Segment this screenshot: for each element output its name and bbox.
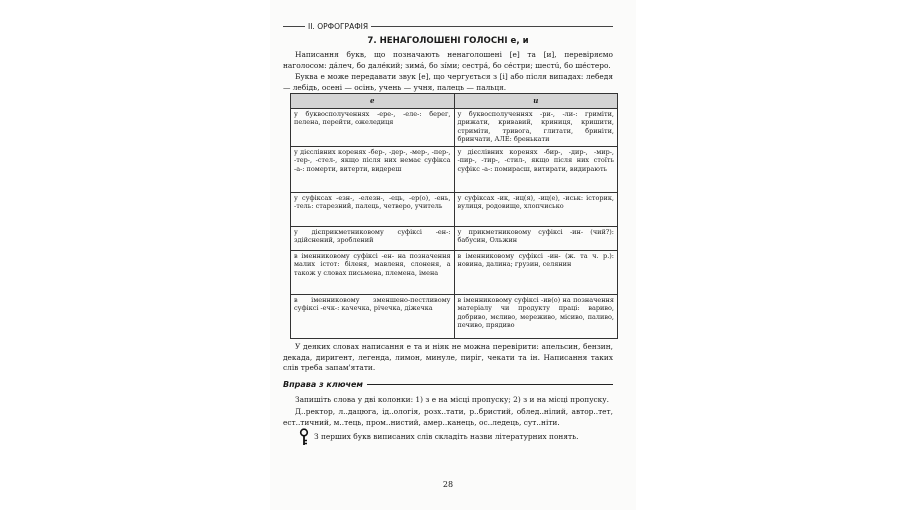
- table-cell: у дієслівних коренях -бир-, -дир-, -мир-, -пир-, -тир-, -стил-, якщо після них стоїть суфікс -а-: помирасш, витирати, видирають: [454, 147, 618, 193]
- table-cell: в іменниковому суфіксі -ен- на позначення малих істот: біленя, мавленя, слоненя, а також у словах письмена, племена, імена: [291, 251, 455, 295]
- header-rule: [283, 26, 305, 27]
- table-cell: в іменниковому суфіксі -ин- (ж. та ч. р.): новина, далина; грузин, селянин: [454, 251, 618, 295]
- table-cell: у суфіксах -езн-, -елезн-, -ець, -ер(о), -ень, -тель: старезний, палець, четверо, учитель: [291, 193, 455, 227]
- table-cell: у дієслівних коренях -бер-, -дер-, -мер-, -пер-, -тер-, -стел-, якщо після них немає суфікса -а-: померти, витерти, видереш: [291, 147, 455, 193]
- table-cell: у суфіксах -ик, -иц(я), -иц(е), -иськ: історик, вулиця, родовище, хлопчисько: [454, 193, 618, 227]
- table-row: [291, 295, 618, 339]
- table-cell: в іменниковому суфіксі -ив(о) на позначення матеріалу чи продукту праці: вариво, добриво, мєливо, мереживо, місиво, паливо, печиво, прядиво: [454, 295, 618, 339]
- table-cell: у буквосполученнях -ере-, -еле-: берег, пелена, перейти, ожеледиця: [291, 109, 455, 147]
- exercise-instruction: [283, 395, 613, 406]
- table-row: [291, 109, 618, 147]
- section-header: [283, 20, 613, 32]
- exercise-rule: [367, 384, 613, 385]
- intro-text: Буква е може передавати звук [е], що чергується з [і] або після випадах: лебедя — лебідь, осені — осінь, учень — учня, палець — пальця.: [283, 72, 613, 92]
- table-cell: у буквосполученнях -ри-, -ли-: гриміти, дрижати, кривавий, криниця, кришити, стриміти, тривога, глитати, бриніти, бринчати, АЛЕ: бренькати: [454, 109, 618, 147]
- key-icon: [298, 428, 310, 446]
- exercise-task: [298, 428, 613, 446]
- page-title: 7. НЕНАГОЛОШЕНІ ГОЛОСНІ е, и: [367, 36, 529, 46]
- table-row: [291, 251, 618, 295]
- table-row: [291, 227, 618, 251]
- spelling-rules-table: [290, 93, 618, 339]
- column-header-y: и: [454, 94, 618, 109]
- note-text: У деяких словах написання е та и ніяк не можна перевірити: апельсин, бензин, декада, диригент, легенда, лимон, минуле, пиріг, чекати та ін. Написання таких слів треба запам'ятати.: [283, 342, 613, 372]
- table-cell: у прикметниковому суфіксі -ин- (чий?): бабусин, Ольжин: [454, 227, 618, 251]
- note-paragraph: [283, 342, 613, 374]
- column-header-e: е: [291, 94, 455, 109]
- table-cell: в іменниковому зменшено-пестливому суфіксі -ечк-: качечка, річечка, діжечка: [291, 295, 455, 339]
- instruction-text: Запишіть слова у дві колонки: 1) з е на місці пропуску; 2) з и на місці пропуску.: [295, 395, 609, 404]
- header-rule: [371, 26, 613, 27]
- table-row: [291, 147, 618, 193]
- exercise-heading: [283, 380, 613, 389]
- exercise-words: [283, 407, 613, 428]
- exercise-title: Вправа з ключем: [283, 380, 363, 389]
- intro-text: Написання букв, що позначають ненаголошені [е] та [и], перевіряємо наголосом: дáлеч, бо далéкий; зимá, бо зíми; сестрá, бо сéстри; шестú, бо шéстеро.: [283, 50, 613, 70]
- task-text: З перших букв виписаних слів складіть назви літературних понять.: [314, 432, 579, 441]
- section-title: II. ОРФОГРАФІЯ: [308, 21, 369, 31]
- intro-paragraph-2: [283, 72, 613, 93]
- intro-paragraph-1: [283, 50, 613, 71]
- words-text: Д..ректор, л..дацюга, ід..ологія, розх..тати, р..бристий, облед..нілий, автор..тет, ест..тичний, м..тець, пром..нистий, амер..канець, ос..ледець, сут..ніти.: [283, 407, 613, 427]
- page-number: 28: [442, 480, 454, 489]
- table-row: [291, 193, 618, 227]
- table-cell: у дієприкметниковому суфіксі -ен-: здійснений, зроблений: [291, 227, 455, 251]
